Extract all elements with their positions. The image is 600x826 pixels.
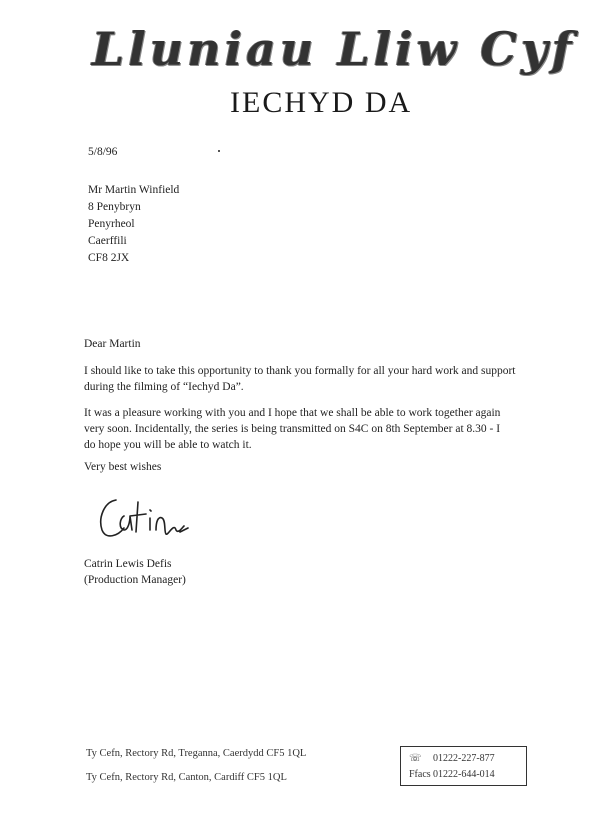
paragraph-line: very soon. Incidentally, the series is being transmitted on S4C on 8th September at 8.30 - I (84, 423, 501, 435)
closing-line: Very best wishes (84, 461, 162, 473)
signatory-name: Catrin Lewis Defis (84, 558, 172, 570)
address-line: Mr Martin Winfield (88, 184, 180, 196)
salutation: Dear Martin (84, 338, 141, 350)
footer-address-english: Ty Cefn, Rectory Rd, Canton, Cardiff CF5 1QL (86, 772, 287, 783)
handwritten-signature (94, 488, 204, 553)
body-paragraph-1: I should like to take this opportunity to thank you formally for all your hard work and support during the filming of “Iechyd Da”. (84, 365, 516, 393)
signatory (84, 556, 186, 588)
address-line: CF8 2JX (88, 252, 130, 264)
company-logo: Lluniau Lliw Cyf (92, 22, 576, 76)
fax-number: 01222-644-014 (433, 769, 495, 780)
telephone-icon: ☏ (409, 753, 422, 764)
fax-row (409, 769, 495, 780)
address-line: Penyrheol (88, 218, 135, 230)
fax-label: Ffacs (409, 769, 431, 780)
phone-number: 01222-227-877 (433, 753, 495, 764)
paragraph-line: It was a pleasure working with you and I hope that we shall be able to work together again (84, 407, 501, 419)
phone-row (409, 753, 495, 764)
body-paragraph-2 (84, 405, 544, 453)
stray-mark (218, 150, 220, 152)
footer-address-welsh: Ty Cefn, Rectory Rd, Treganna, Caerdydd CF5 1QL (86, 748, 307, 759)
address-line: Caerffili (88, 235, 127, 247)
letterhead-title: IECHYD DA (230, 86, 413, 119)
address-line: 8 Penybryn (88, 201, 141, 213)
recipient-address (88, 182, 179, 267)
signatory-role: (Production Manager) (84, 574, 186, 586)
contact-box (400, 746, 527, 786)
paragraph-line: do hope you will be able to watch it. (84, 439, 252, 451)
letter-date: 5/8/96 (88, 146, 118, 158)
